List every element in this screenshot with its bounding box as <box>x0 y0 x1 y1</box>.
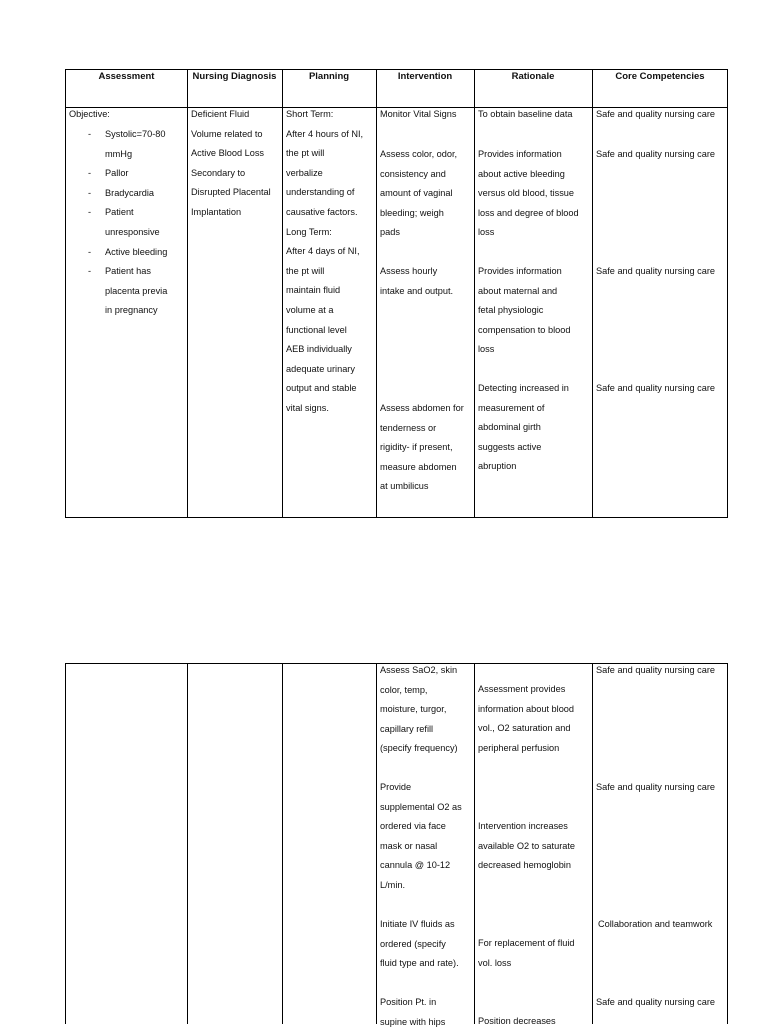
header-rationale: Rationale <box>511 71 555 82</box>
intervention-item: Position Pt. in supine with hips <box>380 997 446 1027</box>
intervention-item: Assess SaO2, skin color, temp, moisture, turgor, capillary refill (specify frequency) <box>380 665 458 754</box>
header-nursing-diagnosis: Nursing Diagnosis <box>192 71 277 82</box>
rationale-item: Provides information about active bleeding versus old blood, tissue loss and degree of blood loss <box>478 149 579 238</box>
column-divider <box>376 664 377 1024</box>
competency-item: Safe and quality nursing care <box>596 266 716 276</box>
competency-item: Safe and quality nursing care <box>596 665 716 675</box>
care-plan-table-1: Assessment Nursing Diagnosis Planning Intervention Rationale Core Competencies Objective: - Systolic=70-80 mmHg - Pallor - Bradycardia - Patient unresponsive - Active bleeding - Patient has placenta previa in pregnancy Deficient Fluid Volume related to Active Blood Loss Secondary to Disrupted Placental Implantation Short Term: After 4 hours of NI, the pt will verbalize understanding of causative factors. Long Term: After 4 days of NI, the pt will maintain fluid volume at a functional level AEB individually adequate urinary output and stable vital signs. Monitor Vital Signs Assess color, odor, consistency and amount of vaginal bleeding; weigh pads Assess hourly intake and output. Assess abdomen for tenderness or rigidity- if present, measure abdomen at umbilicus To obtain baseline data Provides information about active bleeding versus old blood, tissue loss and degree of blood loss Provides information about maternal and fetal physiologic compensation to blood loss Detecting increased in measurement of abdominal girth suggests active abruption Safe and quality nursing care Safe and quality nursing care Safe and quality nursing care Safe and quality nursing care <box>65 69 728 518</box>
competency-item: Safe and quality nursing care <box>596 383 716 393</box>
intervention-item: Assess color, odor, consistency and amount of vaginal bleeding; weigh pads <box>380 149 458 238</box>
competency-item: Safe and quality nursing care <box>596 997 716 1007</box>
header-assessment: Assessment <box>98 71 155 82</box>
planning-text: Short Term: After 4 hours of NI, the pt will verbalize understanding of causative factors. Long Term: After 4 days of NI, the pt will maintain fluid volume at a functional level AEB individually adequate urinary output and stable vital signs. <box>286 109 364 413</box>
competency-item: Safe and quality nursing care <box>596 109 716 119</box>
column-divider <box>592 664 593 1024</box>
column-divider <box>474 664 475 1024</box>
column-divider <box>376 70 377 517</box>
intervention-item: Provide supplemental O2 as ordered via face mask or nasal cannula @ 10-12 L/min. <box>380 782 462 890</box>
rationale-item: For replacement of fluid vol. loss <box>478 938 575 968</box>
header-core-competencies: Core Competencies <box>615 71 705 82</box>
rationale-item: Assessment provides information about blood vol., O2 saturation and peripheral perfusion <box>478 684 575 753</box>
rationale-item: Position decreases <box>478 1016 556 1026</box>
competency-item: Collaboration and teamwork <box>598 919 713 929</box>
competency-item: Safe and quality nursing care <box>596 149 716 159</box>
column-divider <box>187 70 188 517</box>
rationale-item: Provides information about maternal and fetal physiologic compensation to blood loss <box>478 266 571 355</box>
rationale-item: Intervention increases available O2 to saturate decreased hemoglobin <box>478 821 576 871</box>
intervention-item: Monitor Vital Signs <box>380 109 457 119</box>
intervention-item: Initiate IV fluids as ordered (specify fluid type and rate). <box>380 919 459 969</box>
column-divider <box>282 664 283 1024</box>
intervention-item: Assess hourly intake and output. <box>380 266 454 296</box>
nursing-diagnosis-text: Deficient Fluid Volume related to Active Blood Loss Secondary to Disrupted Placental Implantation <box>191 109 271 217</box>
column-divider <box>282 70 283 517</box>
rationale-item: To obtain baseline data <box>478 109 573 119</box>
care-plan-table-2 <box>65 663 728 1027</box>
competency-item: Safe and quality nursing care <box>596 782 716 792</box>
column-divider <box>474 70 475 517</box>
rationale-item: Detecting increased in measurement of abdominal girth suggests active abruption <box>478 383 569 472</box>
assessment-label: Objective: <box>69 109 110 119</box>
column-divider <box>187 664 188 1024</box>
column-divider <box>592 70 593 517</box>
header-intervention: Intervention <box>397 71 453 82</box>
header-planning: Planning <box>308 71 350 82</box>
intervention-item: Assess abdomen for tenderness or rigidity- if present, measure abdomen at umbilicus <box>380 403 464 492</box>
